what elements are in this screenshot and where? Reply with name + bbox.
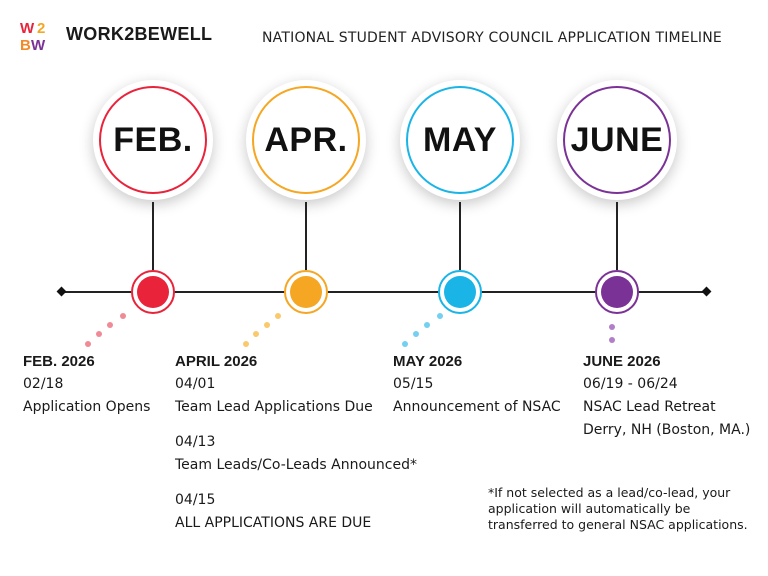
june-heading: JUNE 2026: [583, 353, 661, 370]
apr-text-3: ALL APPLICATIONS ARE DUE: [175, 515, 372, 531]
month-label-feb: FEB.: [113, 120, 193, 159]
svg-text:B: B: [20, 37, 31, 52]
trail-dot: [424, 322, 430, 328]
stem-june: [616, 202, 618, 270]
may-text: Announcement of NSAC: [393, 399, 561, 415]
timeline-node-june: [595, 270, 639, 314]
apr-date-1: 04/01: [175, 376, 216, 392]
trail-dot: [243, 341, 249, 347]
june-text-1: NSAC Lead Retreat: [583, 399, 716, 415]
apr-date-2: 04/13: [175, 434, 216, 450]
trail-dot: [402, 341, 408, 347]
timeline-node-apr: [284, 270, 328, 314]
feb-text: Application Opens: [23, 399, 151, 415]
trail-dot: [264, 322, 270, 328]
apr-text-1: Team Lead Applications Due: [175, 399, 373, 415]
brand-name: WORK2BEWELL: [66, 24, 213, 44]
month-circle-may: [400, 80, 520, 200]
month-label-apr: APR.: [264, 120, 348, 159]
footnote: *If not selected as a lead/co-lead, your application will automatically be transferred to general NSAC applications.: [488, 485, 748, 532]
trail-dot: [96, 331, 102, 337]
trail-dot: [437, 313, 443, 319]
trail-dot: [120, 313, 126, 319]
timeline-node-may: [438, 270, 482, 314]
feb-details: [23, 350, 150, 419]
feb-heading: FEB. 2026: [23, 353, 95, 370]
june-text-2: Derry, NH (Boston, MA.): [583, 422, 751, 438]
month-label-june: JUNE: [570, 120, 664, 159]
stem-may: [459, 202, 461, 270]
timeline-end-marker: [702, 287, 712, 297]
timeline-start-marker: [57, 287, 67, 297]
feb-date: 02/18: [23, 376, 64, 392]
may-heading: MAY 2026: [393, 353, 463, 370]
trail-dot: [413, 331, 419, 337]
trail-dot: [609, 337, 615, 343]
stem-apr: [305, 202, 307, 270]
apr-date-3: 04/15: [175, 492, 216, 508]
june-details: [583, 350, 750, 442]
apr-heading: APRIL 2026: [175, 353, 258, 370]
work2bewell-logo: [20, 18, 50, 52]
month-circle-apr: [246, 80, 366, 200]
apr-details: [175, 350, 417, 535]
june-date: 06/19 - 06/24: [583, 376, 678, 392]
svg-text:W: W: [31, 37, 46, 52]
trail-dot: [85, 341, 91, 347]
month-label-may: MAY: [423, 120, 497, 159]
apr-text-2: Team Leads/Co-Leads Announced*: [175, 457, 417, 473]
trail-dot: [275, 313, 281, 319]
stem-feb: [152, 202, 154, 270]
page-title: NATIONAL STUDENT ADVISORY COUNCIL APPLICATION TIMELINE: [262, 30, 722, 46]
month-circle-feb: [93, 80, 213, 200]
trail-dot: [609, 324, 615, 330]
month-circle-june: [557, 80, 677, 200]
svg-text:W: W: [20, 20, 35, 37]
svg-text:2: 2: [37, 20, 46, 37]
trail-dot: [253, 331, 259, 337]
may-date: 05/15: [393, 376, 434, 392]
may-details: [393, 350, 561, 419]
timeline-node-feb: [131, 270, 175, 314]
trail-dot: [107, 322, 113, 328]
